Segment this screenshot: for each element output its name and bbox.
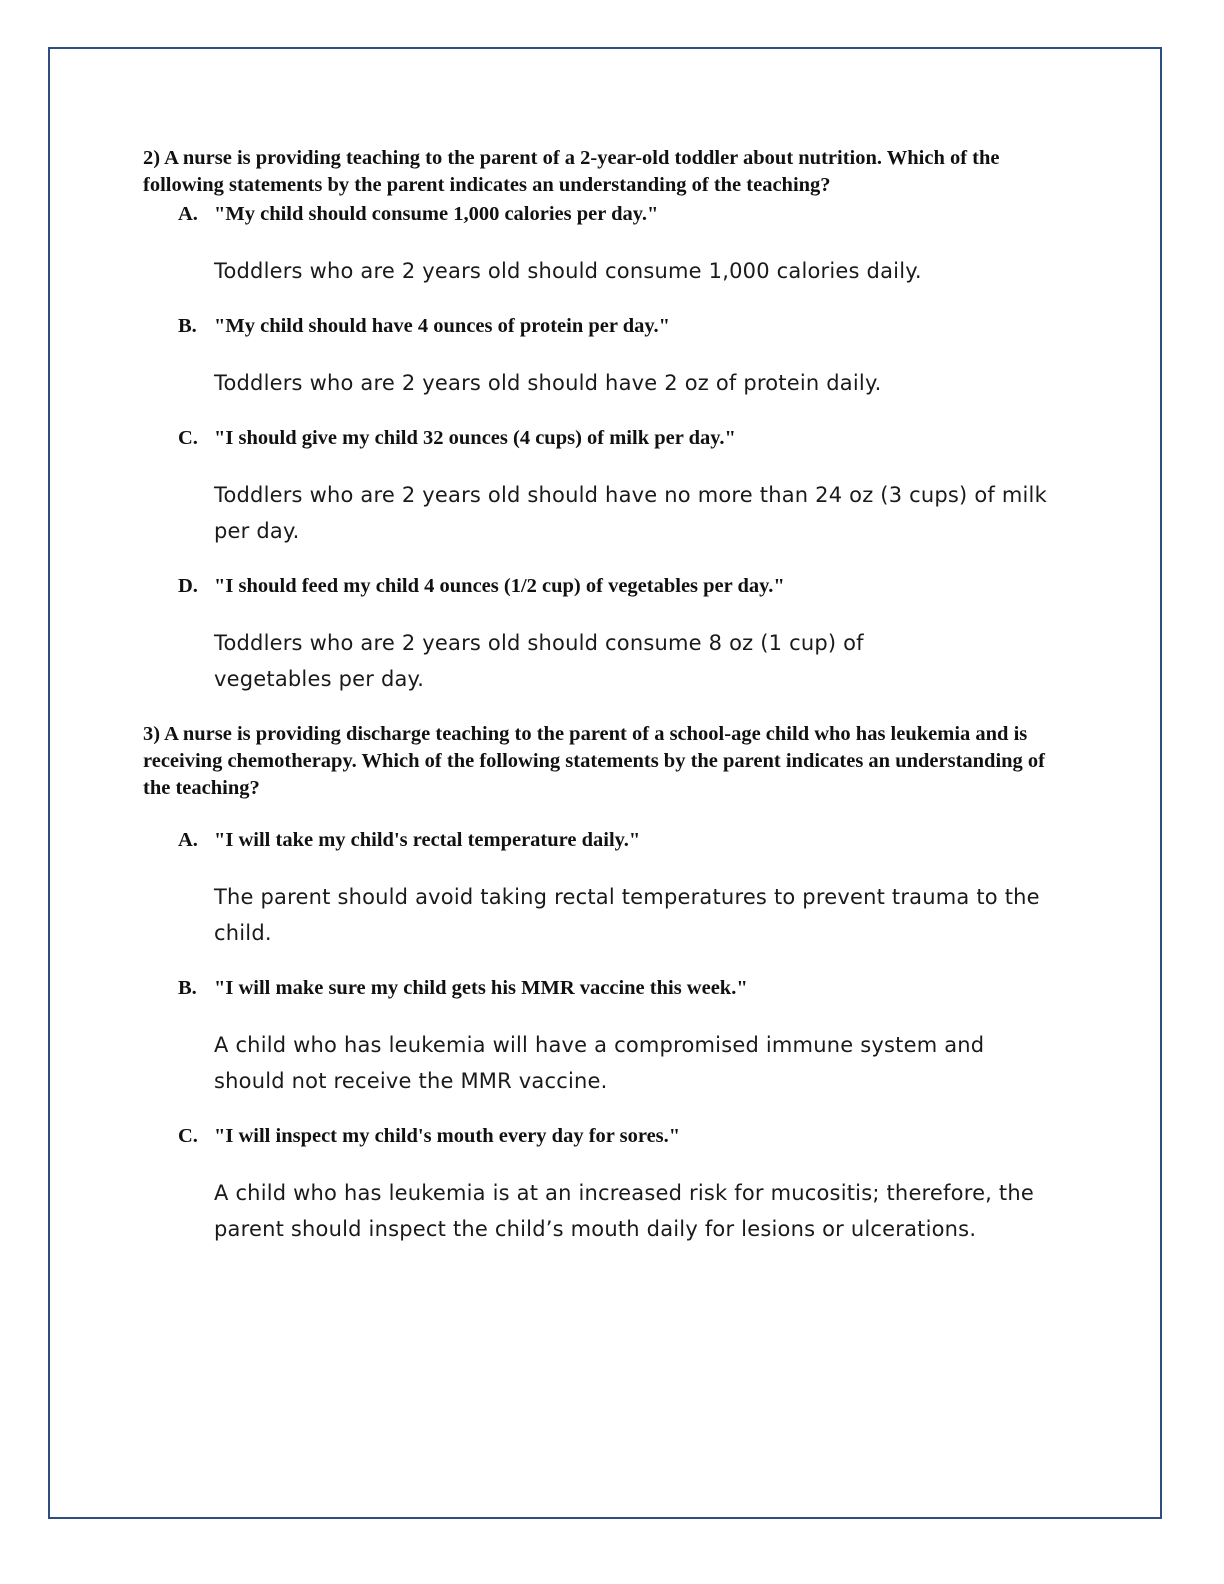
answer-option <box>178 573 1063 697</box>
option-rationale: A child who has leukemia will have a compromised immune system and should not receive the MMR vaccine. <box>214 1033 985 1093</box>
option-rationale: Toddlers who are 2 years old should have no more than 24 oz (3 cups) of milk per day. <box>214 483 1047 543</box>
option-rationale: Toddlers who are 2 years old should have 2 oz of protein daily. <box>214 371 882 395</box>
option-letter: C. <box>178 427 198 449</box>
option-quote: "I will take my child's rectal temperature daily." <box>214 829 641 851</box>
answer-option <box>178 201 1063 289</box>
question-text <box>143 145 1063 199</box>
question-text <box>143 721 1063 802</box>
option-letter: B. <box>178 315 197 337</box>
option-quote: "I should feed my child 4 ounces (1/2 cup) of vegetables per day." <box>214 575 785 597</box>
option-statement <box>178 1123 1063 1150</box>
option-quote: "I will make sure my child gets his MMR vaccine this week." <box>214 977 748 999</box>
question-stem: A nurse is providing discharge teaching to the parent of a school-age child who has leukemia and is receiving chemotherapy. Which of the following statements by the parent indicates an understanding of the teaching? <box>143 723 1046 799</box>
answer-option <box>178 313 1063 401</box>
option-letter: A. <box>178 829 198 851</box>
question-number: 2) <box>143 147 161 169</box>
option-rationale: Toddlers who are 2 years old should consume 8 oz (1 cup) of vegetables per day. <box>214 631 864 691</box>
option-statement <box>178 827 1063 854</box>
option-letter: C. <box>178 1125 198 1147</box>
answer-option <box>178 827 1063 951</box>
option-letter: D. <box>178 575 198 597</box>
question-block <box>143 721 1063 1247</box>
option-rationale: Toddlers who are 2 years old should consume 1,000 calories daily. <box>214 259 922 283</box>
answer-option <box>178 975 1063 1099</box>
option-quote: "My child should have 4 ounces of protein per day." <box>214 315 670 337</box>
option-statement <box>178 573 1063 600</box>
option-quote: "I will inspect my child's mouth every day for sores." <box>214 1125 681 1147</box>
option-statement <box>178 425 1063 452</box>
option-rationale: The parent should avoid taking rectal temperatures to prevent trauma to the child. <box>214 885 1040 945</box>
question-number: 3) <box>143 723 161 745</box>
option-letter: A. <box>178 203 198 225</box>
document-content <box>143 145 1063 1247</box>
question-block <box>143 145 1063 697</box>
option-quote: "I should give my child 32 ounces (4 cups) of milk per day." <box>214 427 736 449</box>
question-stem: A nurse is providing teaching to the parent of a 2-year-old toddler about nutrition. Which of the following statements by the parent indicates an understanding of the teaching? <box>143 147 1000 196</box>
option-quote: "My child should consume 1,000 calories per day." <box>214 203 659 225</box>
option-statement <box>178 313 1063 340</box>
option-statement <box>178 975 1063 1002</box>
answer-option <box>178 425 1063 549</box>
option-statement <box>178 201 1063 228</box>
option-letter: B. <box>178 977 197 999</box>
answer-option <box>178 1123 1063 1247</box>
option-rationale: A child who has leukemia is at an increased risk for mucositis; therefore, the parent should inspect the child’s mouth daily for lesions or ulcerations. <box>214 1181 1034 1241</box>
